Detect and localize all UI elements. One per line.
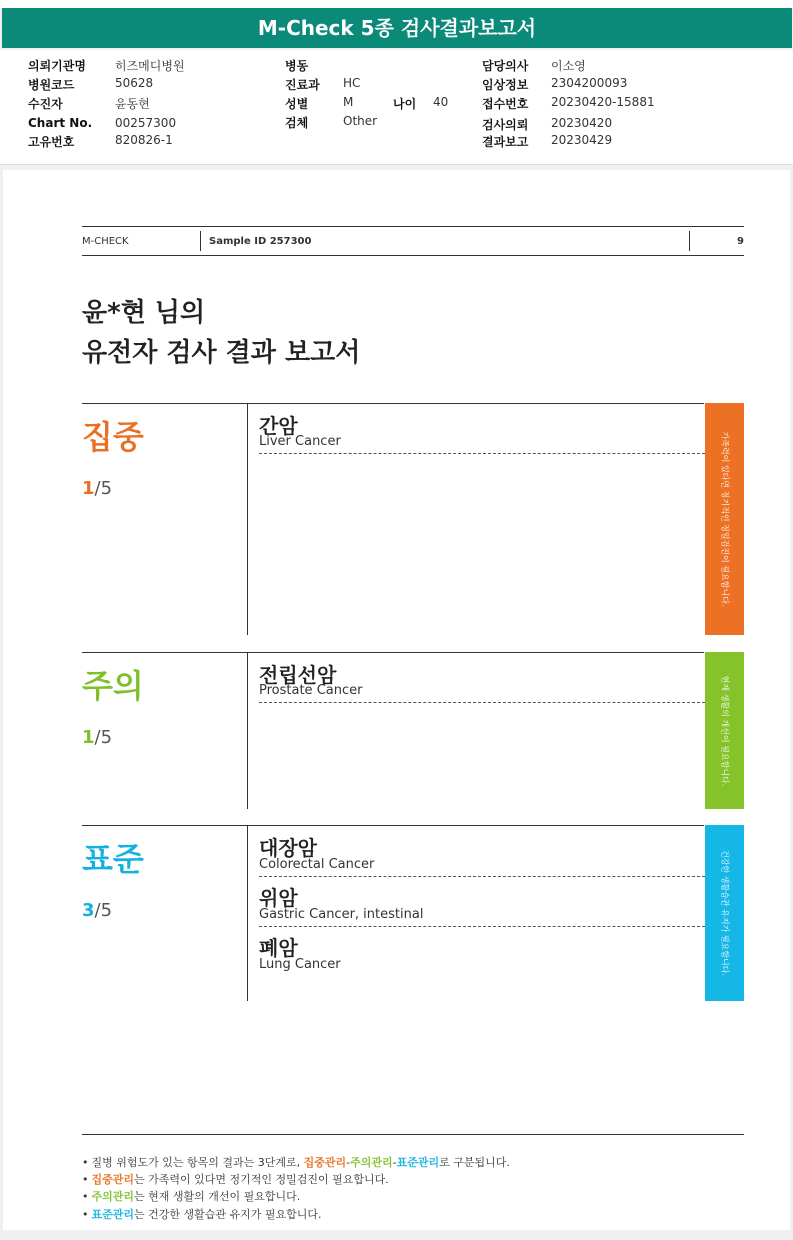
section-name-standard: 표준 <box>82 840 144 878</box>
chart-value: 00257300 <box>115 116 177 130</box>
item-separator <box>259 926 705 927</box>
chart-label: Chart No. <box>28 116 93 130</box>
report-heading-line2: 유전자 검사 결과 보고서 <box>82 338 361 368</box>
hospital-value: 히즈메디병원 <box>115 59 185 73</box>
note-1: • 질병 위험도가 있는 항목의 결과는 3단계로, 집중관리-주의관리-표준관리로 구분됩니다. <box>82 1156 510 1169</box>
receipt-label: 접수번호 <box>482 97 529 111</box>
request-value: 20230420 <box>551 116 613 130</box>
header-sample-id: Sample ID 257300 <box>209 236 312 247</box>
section-side-band-focus: 가족력이 있다면 정기적인 정밀검진이 필요합니다. <box>705 403 744 635</box>
doctor-value: 이소영 <box>551 59 586 73</box>
item-name-en: Lung Cancer <box>259 957 341 972</box>
section-top-rule <box>82 825 704 826</box>
item-name-en: Colorectal Cancer <box>259 857 375 872</box>
section-name-focus: 집중 <box>82 418 144 456</box>
item-name-ko: 간암 <box>259 414 298 438</box>
item-name-ko: 폐암 <box>259 936 298 960</box>
item-separator <box>259 876 705 877</box>
item-name-en: Gastric Cancer, intestinal <box>259 907 424 922</box>
patient-info-panel <box>0 50 793 165</box>
patient-label: 수진자 <box>28 97 63 111</box>
doctor-label: 담당의사 <box>482 59 529 73</box>
unique-label: 고유번호 <box>28 135 75 149</box>
result-label: 결과보고 <box>482 135 529 149</box>
note-4: • 표준관리는 건강한 생활습관 유지가 필요합니다. <box>82 1208 322 1221</box>
footer-rule <box>82 1134 744 1135</box>
item-name-ko: 대장암 <box>259 836 317 860</box>
patient-value: 윤동현 <box>115 97 150 111</box>
dept-value: HC <box>343 76 361 90</box>
note-3: • 주의관리는 현재 생활의 개선이 필요합니다. <box>82 1190 301 1203</box>
header-brand: M-CHECK <box>82 236 129 247</box>
section-top-rule <box>82 403 704 404</box>
specimen-label: 검체 <box>285 116 309 130</box>
section-side-band-standard: 건강한 생활습관 유지가 필요합니다. <box>705 825 744 1001</box>
section-side-band-caution: 현재 생활의 개선이 필요합니다. <box>705 652 744 809</box>
request-label: 검사의뢰 <box>482 118 529 132</box>
section-top-rule <box>82 652 704 653</box>
ward-label: 병동 <box>285 59 309 73</box>
header-divider <box>689 231 690 251</box>
hospital-label: 의뢰기관명 <box>28 59 86 73</box>
specimen-value: Other <box>343 114 378 128</box>
sex-value: M <box>343 95 354 109</box>
report-title: M-Check 5종 검사결과보고서 <box>2 8 792 48</box>
item-name-en: Prostate Cancer <box>259 683 363 698</box>
sex-label: 성별 <box>285 97 309 111</box>
section-divider <box>247 825 248 1001</box>
header-bottom-rule <box>82 255 744 256</box>
unique-value: 820826-1 <box>115 133 173 147</box>
item-name-ko: 위암 <box>259 886 298 910</box>
report-heading-line1: 윤*현 님의 <box>82 298 206 328</box>
code-label: 병원코드 <box>28 78 75 92</box>
header-divider <box>200 231 201 251</box>
result-value: 20230429 <box>551 133 613 147</box>
section-divider <box>247 403 248 635</box>
code-value: 50628 <box>115 76 154 90</box>
age-value: 40 <box>433 95 449 109</box>
top-strip <box>0 0 793 8</box>
item-separator <box>259 453 705 454</box>
section-divider <box>247 652 248 809</box>
clinical-label: 임상정보 <box>482 78 529 92</box>
item-separator <box>259 702 705 703</box>
item-name-ko: 전립선암 <box>259 663 337 687</box>
header-top-rule <box>82 226 744 227</box>
section-count-standard: 3/5 <box>82 900 113 921</box>
section-count-focus: 1/5 <box>82 478 113 499</box>
receipt-value: 20230420-15881 <box>551 95 655 109</box>
section-count-caution: 1/5 <box>82 727 113 748</box>
section-name-caution: 주의 <box>82 667 144 705</box>
dept-label: 진료과 <box>285 78 320 92</box>
header-page-number: 9 <box>737 236 744 247</box>
note-2: • 집중관리는 가족력이 있다면 정기적인 정밀검진이 필요합니다. <box>82 1173 389 1186</box>
age-label: 나이 <box>393 97 417 111</box>
item-name-en: Liver Cancer <box>259 434 341 449</box>
clinical-value: 2304200093 <box>551 76 628 90</box>
